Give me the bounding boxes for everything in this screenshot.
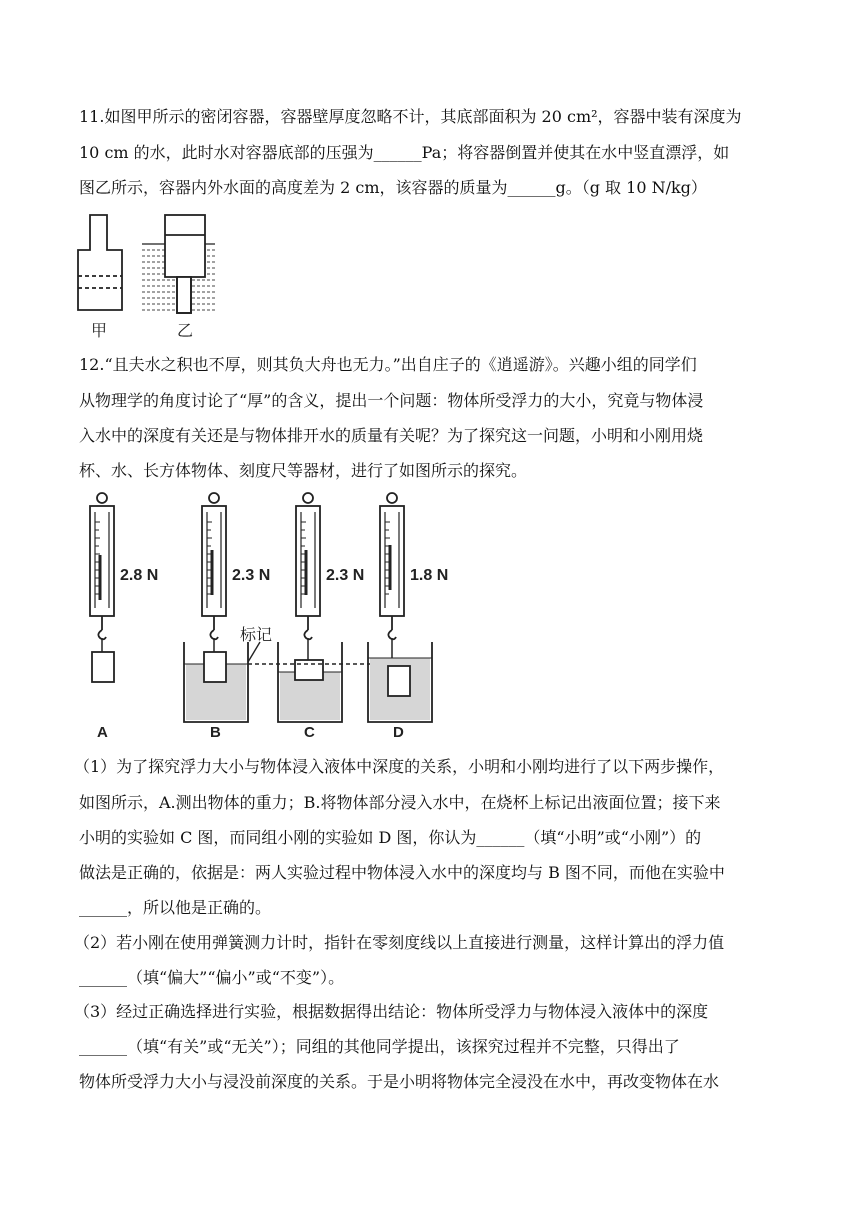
q12-part-line-5: ______，所以他是正确的。 — [79, 898, 272, 917]
label-yi: 乙 — [177, 323, 194, 340]
beaker-b — [184, 642, 248, 722]
scale-c — [296, 493, 320, 660]
container-jia — [78, 215, 122, 310]
reading-c: 2.3 N — [326, 567, 365, 584]
label-jia: 甲 — [91, 323, 108, 340]
figure-spring-scales — [80, 490, 480, 745]
q12-line-3: 入水中的深度有关还是与物体排开水的质量有关呢？为了探究这一问题，小明和小刚用烧 — [79, 426, 704, 445]
reading-a: 2.8 N — [120, 567, 159, 584]
reading-b: 2.3 N — [232, 567, 271, 584]
panel-label-c: C — [304, 724, 315, 741]
q12-line-4: 杯、水、长方体物体、刻度尺等器材，进行了如图所示的探究。 — [79, 461, 528, 480]
q12-part-line-8: （3）经过正确选择进行实验，根据数据得出结论：物体所受浮力与物体浸入液体中的深度 — [74, 1002, 709, 1021]
panel-label-b: B — [210, 724, 221, 741]
scale-d — [380, 493, 404, 666]
panel-label-a: A — [97, 724, 108, 741]
scale-a — [90, 493, 114, 682]
beaker-c — [278, 642, 342, 722]
mark-arrow — [248, 642, 260, 662]
q11-line-2: 10 cm 的水，此时水对容器底部的压强为______Pa；将容器倒置并使其在水中竖直漂浮，如 — [79, 143, 730, 162]
q12-part-line-1: （1）为了探究浮力大小与物体浸入液体中深度的关系，小明和小刚均进行了以下两步操作， — [74, 757, 725, 776]
q12-part-line-3: 小明的实验如 C 图，而同组小刚的实验如 D 图，你认为______（填“小明”或“小刚”）的 — [79, 828, 702, 847]
q12-part-line-4: 做法是正确的，依据是：两人实验过程中物体浸入水中的深度均与 B 图不同，而他在实验中 — [79, 863, 725, 882]
q12-part-line-9: ______（填“有关”或“无关”）；同组的其他同学提出，该探究过程并不完整，只得出了 — [79, 1037, 680, 1056]
q11-line-3: 图乙所示，容器内外水面的高度差为 2 cm，该容器的质量为______g。（g 取 10 N/kg） — [79, 178, 707, 197]
figure-containers — [70, 210, 220, 345]
scale-b — [202, 493, 226, 652]
beaker-d — [368, 642, 432, 722]
q12-part-line-6: （2）若小刚在使用弹簧测力计时，指针在零刻度线以上直接进行测量，这样计算出的浮力值 — [74, 933, 725, 952]
mark-label: 标记 — [240, 627, 273, 644]
panel-label-d: D — [393, 724, 404, 741]
q11-line-1: 11.如图甲所示的密闭容器，容器壁厚度忽略不计，其底部面积为 20 cm²，容器中装有深度为 — [79, 107, 742, 126]
q12-part-line-7: ______（填“偏大”“偏小”或“不变”）。 — [79, 968, 345, 987]
q12-line-1: 12.“且夫水之积也不厚，则其负大舟也无力。”出自庄子的《逍遥游》。兴趣小组的同学们 — [79, 355, 697, 374]
q12-part-line-2: 如图所示，A.测出物体的重力；B.将物体部分浸入水中，在烧杯上标记出液面位置；接下来 — [79, 793, 721, 812]
q12-part-line-10: 物体所受浮力大小与浸没前深度的关系。于是小明将物体完全浸没在水中，再改变物体在水 — [79, 1072, 720, 1091]
reading-d: 1.8 N — [410, 567, 449, 584]
q12-line-2: 从物理学的角度讨论了“厚”的含义，提出一个问题：物体所受浮力的大小，究竟与物体浸 — [79, 391, 704, 410]
